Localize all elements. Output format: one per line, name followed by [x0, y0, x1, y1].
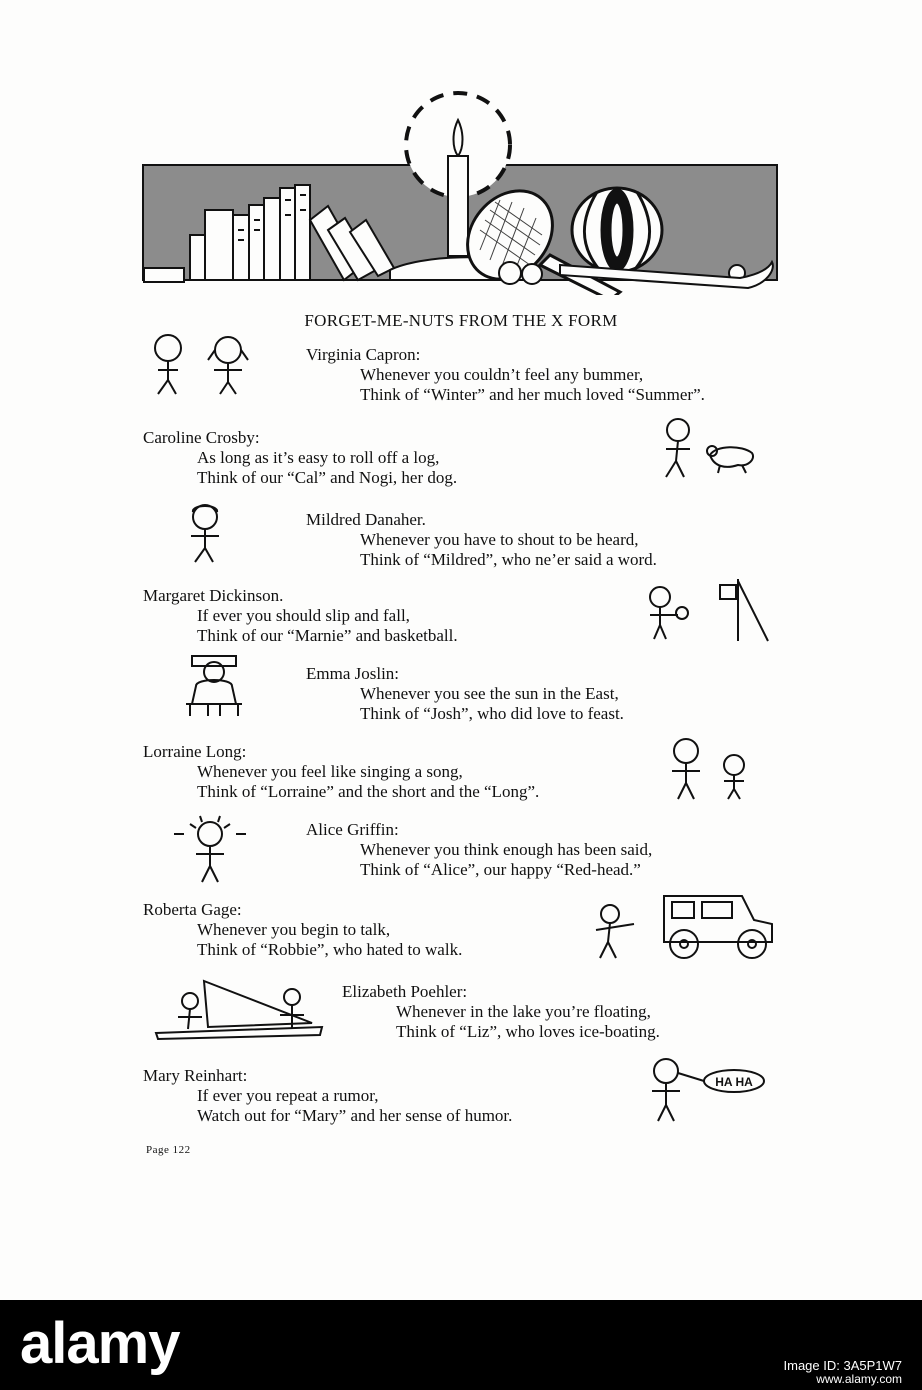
poem-entry	[342, 982, 660, 1042]
student-name: Mary Reinhart:	[143, 1066, 248, 1085]
poem-line: Think of our “Marnie” and basketball.	[197, 626, 458, 645]
poem-line: Think of “Mildred”, who ne’er said a word.	[360, 550, 657, 569]
poem-entry	[143, 742, 539, 802]
laughing-girl-doodle	[640, 1055, 775, 1130]
ball-icon	[499, 262, 521, 284]
basketball-icon	[572, 188, 662, 272]
student-name: Mildred Danaher.	[306, 510, 426, 529]
poem-line: Whenever you think enough has been said,	[360, 840, 653, 859]
poem-line: Think of our “Cal” and Nogi, her dog.	[197, 468, 458, 487]
poem-line: Whenever you couldn’t feel any bummer,	[360, 365, 644, 384]
poem-entry	[306, 820, 652, 880]
poem-line: Whenever you begin to talk,	[197, 920, 391, 939]
poem-entry	[143, 586, 458, 646]
poem-entry	[143, 900, 462, 960]
two-girls-doodle	[140, 330, 270, 400]
poem-line: Whenever you have to shout to be heard,	[360, 530, 639, 549]
student-name: Margaret Dickinson.	[143, 586, 284, 605]
student-name: Virginia Capron:	[306, 345, 421, 364]
girl-doodle	[175, 500, 245, 570]
girl-and-dog-doodle	[650, 415, 770, 485]
girl-at-table-doodle	[180, 650, 250, 720]
happy-girl-doodle	[170, 812, 250, 887]
ball-icon	[522, 264, 542, 284]
ice-boat-doodle	[152, 975, 327, 1045]
poem-line: Think of “Liz”, who loves ice-boating.	[396, 1022, 660, 1041]
poem-line: Think of “Robbie”, who hated to walk.	[197, 940, 463, 959]
speech-bubble-text: HA HA	[715, 1075, 753, 1089]
poem-line: As long as it’s easy to roll off a log,	[197, 448, 440, 467]
image-id-label: Image ID: 3A5P1W7	[783, 1358, 902, 1373]
student-name: Emma Joslin:	[306, 664, 400, 683]
alamy-logo: alamy	[20, 1311, 180, 1376]
poem-line: If ever you should slip and fall,	[197, 606, 410, 625]
student-name: Alice Griffin:	[306, 820, 399, 839]
girl-and-car-doodle	[592, 888, 777, 966]
poem-entry	[143, 428, 457, 488]
poem-line: Think of “Lorraine” and the short and the “Long”.	[197, 782, 540, 801]
watermark-footer	[0, 1300, 922, 1390]
tall-and-short-girls-doodle	[660, 735, 760, 805]
page-number: Page 122	[146, 1144, 191, 1156]
student-name: Roberta Gage:	[143, 900, 242, 919]
student-name: Lorraine Long:	[143, 742, 247, 761]
student-name: Caroline Crosby:	[143, 428, 260, 447]
poem-entry	[306, 510, 657, 570]
poem-line: Whenever you feel like singing a song,	[197, 762, 463, 781]
page-title: FORGET-ME-NUTS FROM THE X FORM	[304, 311, 618, 330]
poem-entry	[143, 1066, 512, 1126]
poem-line: Watch out for “Mary” and her sense of humor.	[197, 1106, 513, 1125]
poem-entry	[306, 345, 705, 405]
poem-line: Think of “Josh”, who did love to feast.	[360, 704, 624, 723]
poem-line: If ever you repeat a rumor,	[197, 1086, 379, 1105]
poem-line: Whenever in the lake you’re floating,	[396, 1002, 651, 1021]
poem-entry	[306, 664, 624, 724]
ink-bottle-icon	[144, 268, 184, 282]
poem-line: Whenever you see the sun in the East,	[360, 684, 619, 703]
girl-basketball-doodle	[640, 575, 775, 645]
poem-line: Think of “Alice”, our happy “Red-head.”	[360, 860, 641, 879]
student-name: Elizabeth Poehler:	[342, 982, 468, 1001]
banner-illustration	[140, 70, 780, 295]
site-url-label: www.alamy.com	[816, 1372, 902, 1386]
poem-line: Think of “Winter” and her much loved “Summer”.	[360, 385, 705, 404]
